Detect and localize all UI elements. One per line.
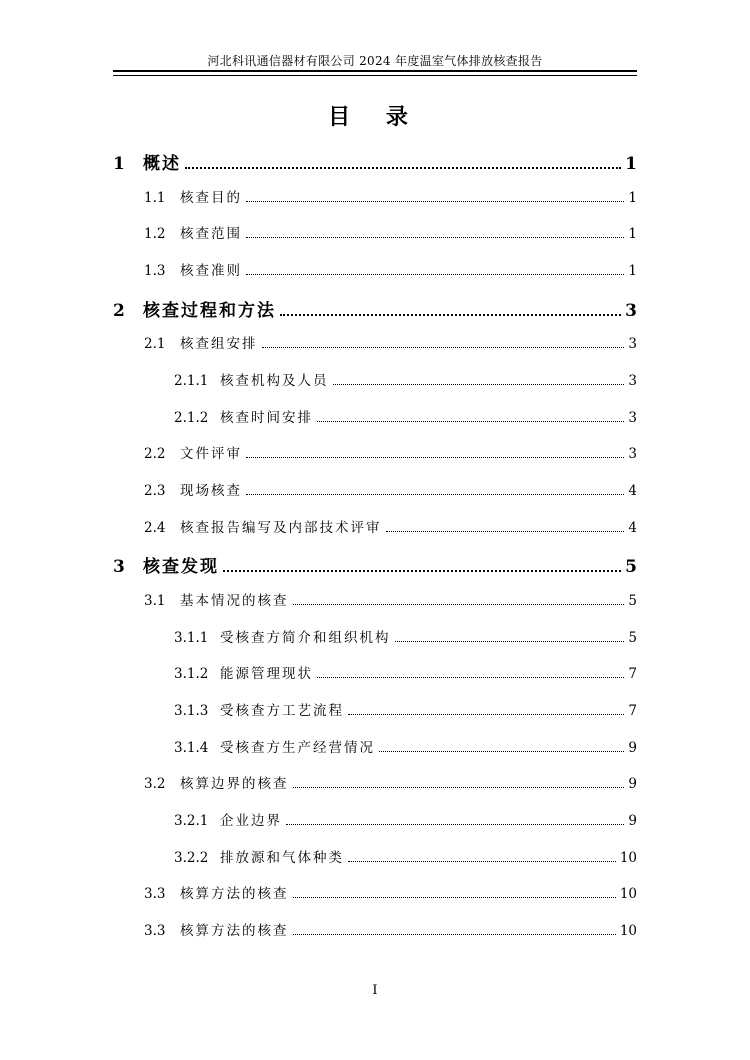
toc-entry[interactable] xyxy=(144,516,637,536)
toc-entry-page: 7 xyxy=(628,666,637,682)
toc-entry[interactable] xyxy=(113,552,637,577)
toc-dot-leader xyxy=(317,420,624,422)
toc-entry-number: 2.1 xyxy=(144,336,166,352)
page-number: I xyxy=(372,983,378,998)
toc-entry-title: 受核查方简介和组织机构 xyxy=(220,630,391,646)
toc-entry-page: 9 xyxy=(628,740,637,756)
toc-dot-leader xyxy=(246,200,624,202)
toc-entry-number: 3 xyxy=(113,557,125,577)
toc-entry-title: 核查过程和方法 xyxy=(143,301,276,321)
toc-entry[interactable] xyxy=(144,259,637,279)
toc-entry[interactable] xyxy=(174,699,637,719)
toc-dot-leader xyxy=(379,750,624,752)
toc-entry-number: 3.1.3 xyxy=(174,703,209,719)
toc-entry-number: 3.1.4 xyxy=(174,740,209,756)
toc-entry-number: 3.3 xyxy=(144,923,166,939)
toc-entry-page: 4 xyxy=(628,483,637,499)
toc-entry-page: 9 xyxy=(628,776,637,792)
toc-entry-page: 5 xyxy=(625,557,637,577)
toc-entry[interactable] xyxy=(113,149,637,174)
toc-entry-title: 核算边界的核查 xyxy=(180,776,289,792)
toc-entry-page: 5 xyxy=(628,630,637,646)
toc-entry-title: 概述 xyxy=(143,154,181,174)
toc-entry-number: 3.1 xyxy=(144,593,166,609)
toc-entry-number: 1 xyxy=(113,154,125,174)
toc-entry-title: 核算方法的核查 xyxy=(180,923,289,939)
toc-entry-title: 受核查方工艺流程 xyxy=(220,703,344,719)
toc-entry-number: 3.3 xyxy=(144,886,166,902)
toc-entry[interactable] xyxy=(144,919,637,939)
toc-entry-number: 3.1.2 xyxy=(174,666,209,682)
toc-entry-page: 3 xyxy=(625,301,637,321)
page-header: 河北科讯通信器材有限公司 2024 年度温室气体排放核查报告 xyxy=(207,54,543,68)
toc-dot-leader xyxy=(293,603,625,605)
toc-entry-title: 核算方法的核查 xyxy=(180,886,289,902)
toc-entry[interactable] xyxy=(144,479,637,499)
toc-dot-leader xyxy=(286,823,624,825)
toc-entry-title: 现场核查 xyxy=(180,483,242,499)
toc-entry-number: 2.4 xyxy=(144,520,166,536)
toc-title: 目 录 xyxy=(328,104,422,130)
toc-entry-title: 能源管理现状 xyxy=(220,666,313,682)
toc-entry-title: 企业边界 xyxy=(220,813,282,829)
toc-dot-leader xyxy=(293,896,616,898)
toc-entry-title: 基本情况的核查 xyxy=(180,593,289,609)
toc-entry-title: 核查时间安排 xyxy=(220,410,313,426)
toc-entry[interactable] xyxy=(174,736,637,756)
toc-entry[interactable] xyxy=(144,882,637,902)
toc-entry[interactable] xyxy=(174,369,637,389)
toc-entry-title: 核查报告编写及内部技术评审 xyxy=(180,520,382,536)
toc-entry-title: 核查发现 xyxy=(143,557,219,577)
toc-entry-number: 3.2.2 xyxy=(174,850,209,866)
toc-dot-leader xyxy=(348,713,624,715)
toc-dot-leader xyxy=(333,383,625,385)
toc-entry[interactable] xyxy=(174,626,637,646)
toc-dot-leader xyxy=(293,933,616,935)
toc-entry-page: 1 xyxy=(628,263,637,279)
toc-entry-page: 1 xyxy=(625,154,637,174)
toc-entry-page: 10 xyxy=(619,850,637,866)
toc-entry-title: 核查准则 xyxy=(180,263,242,279)
toc-entry-number: 2.1.1 xyxy=(174,373,209,389)
toc-entry-page: 4 xyxy=(628,520,637,536)
toc-entry-page: 5 xyxy=(628,593,637,609)
toc-entry[interactable] xyxy=(113,296,637,321)
toc-dot-leader xyxy=(246,493,624,495)
toc-entry-page: 10 xyxy=(619,886,637,902)
toc-entry-page: 3 xyxy=(628,446,637,462)
toc-entry-title: 核查机构及人员 xyxy=(220,373,329,389)
toc-entry-number: 2.3 xyxy=(144,483,166,499)
toc-entry-page: 9 xyxy=(628,813,637,829)
toc-entry-number: 3.1.1 xyxy=(174,630,209,646)
toc-entry[interactable] xyxy=(144,589,637,609)
toc-entry-number: 1.2 xyxy=(144,226,166,242)
toc-entry-page: 1 xyxy=(628,190,637,206)
toc-entry[interactable] xyxy=(144,772,637,792)
toc-entry-number: 2.1.2 xyxy=(174,410,209,426)
toc-dot-leader xyxy=(246,456,624,458)
toc-entry-title: 核查目的 xyxy=(180,190,242,206)
toc-entry-title: 核查范围 xyxy=(180,226,242,242)
toc-dot-leader xyxy=(185,166,621,169)
toc-dot-leader xyxy=(348,860,616,862)
toc-entry[interactable] xyxy=(144,222,637,242)
toc-entry-page: 3 xyxy=(628,373,637,389)
toc-entry-number: 3.2.1 xyxy=(174,813,209,829)
toc-entry-title: 文件评审 xyxy=(180,446,242,462)
toc-entry-number: 3.2 xyxy=(144,776,166,792)
toc-entry-page: 1 xyxy=(628,226,637,242)
toc-entry-page: 7 xyxy=(628,703,637,719)
toc-entry-page: 3 xyxy=(628,336,637,352)
toc-dot-leader xyxy=(293,786,625,788)
toc-entry-page: 3 xyxy=(628,410,637,426)
toc-dot-leader xyxy=(280,313,621,316)
toc-dot-leader xyxy=(262,346,625,348)
toc-entry-number: 1.1 xyxy=(144,190,166,206)
toc-dot-leader xyxy=(246,273,624,275)
toc-entry[interactable] xyxy=(174,406,637,426)
toc-dot-leader xyxy=(223,569,621,572)
toc-entry[interactable] xyxy=(174,846,637,866)
toc-dot-leader xyxy=(395,640,625,642)
toc-dot-leader xyxy=(317,676,624,678)
toc-entry-page: 10 xyxy=(619,923,637,939)
toc-entry-title: 受核查方生产经营情况 xyxy=(220,740,375,756)
toc-entry-number: 2 xyxy=(113,301,125,321)
toc-entry[interactable] xyxy=(144,442,637,462)
toc-entry[interactable] xyxy=(144,332,637,352)
toc-entry-title: 核查组安排 xyxy=(180,336,258,352)
toc-entry[interactable] xyxy=(174,662,637,682)
toc-entry[interactable] xyxy=(144,186,637,206)
toc-entry-number: 1.3 xyxy=(144,263,166,279)
toc-entry-title: 排放源和气体种类 xyxy=(220,850,344,866)
toc-entry[interactable] xyxy=(174,809,637,829)
toc-dot-leader xyxy=(246,236,624,238)
toc-dot-leader xyxy=(386,530,625,532)
toc-entry-number: 2.2 xyxy=(144,446,166,462)
